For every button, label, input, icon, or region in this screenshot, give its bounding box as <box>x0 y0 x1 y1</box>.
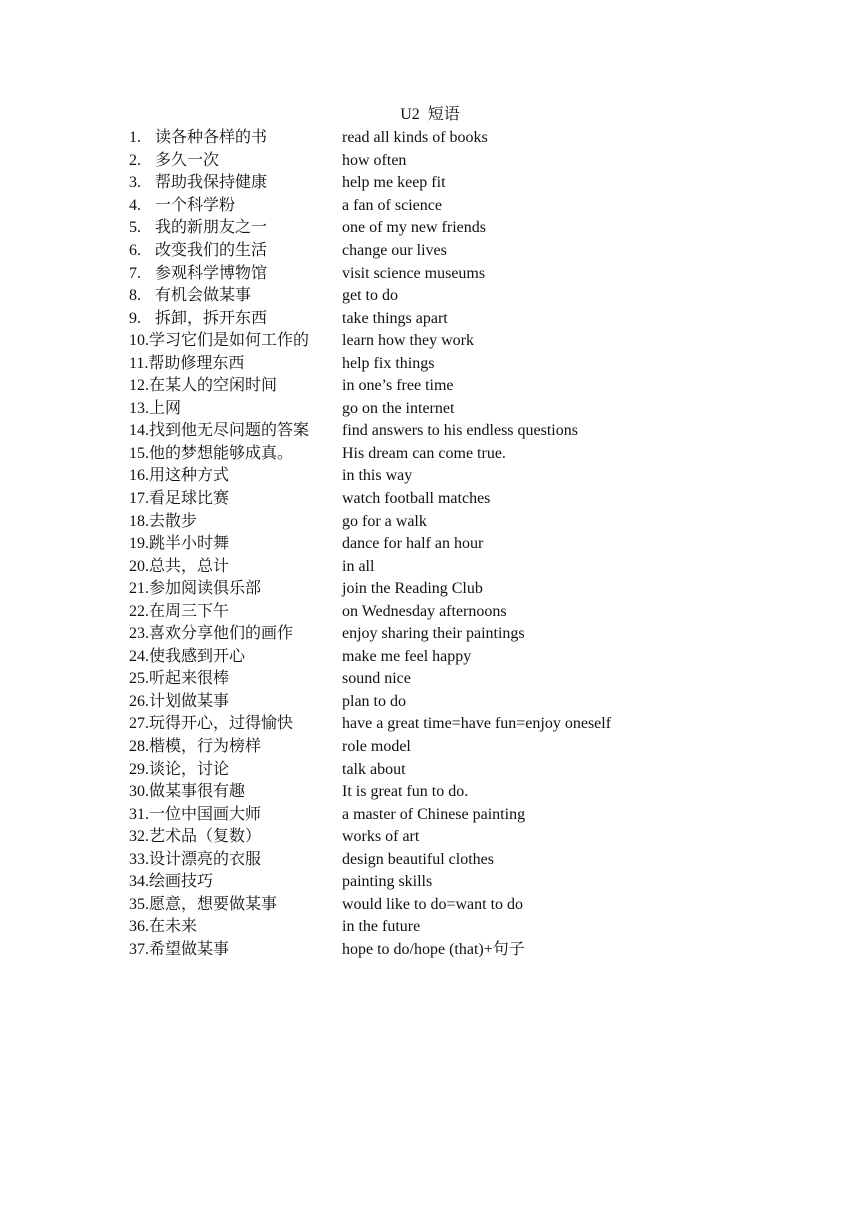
chinese-text: 在周三下午 <box>149 602 230 620</box>
chinese-phrase <box>129 489 342 509</box>
english-phrase: role model <box>342 738 411 756</box>
chinese-phrase <box>129 602 342 622</box>
chinese-text: 学习它们是如何工作的 <box>149 332 310 350</box>
chinese-text: 参观科学博物馆 <box>155 264 268 282</box>
item-number: 14. <box>129 422 149 440</box>
item-number: 23. <box>129 625 149 643</box>
item-number: 31. <box>129 805 149 823</box>
list-item <box>129 398 749 421</box>
english-phrase: change our lives <box>342 242 447 259</box>
list-item <box>129 939 749 962</box>
english-phrase: how often <box>342 151 407 169</box>
chinese-phrase <box>129 940 342 960</box>
chinese-phrase <box>129 624 342 644</box>
chinese-text: 读各种各样的书 <box>155 129 268 147</box>
english-phrase: make me feel happy <box>342 647 472 665</box>
chinese-text: 帮助修理东西 <box>148 354 245 372</box>
list-item <box>129 172 749 195</box>
chinese-phrase <box>129 151 342 171</box>
english-phrase: design beautiful clothes <box>342 850 494 868</box>
list-item <box>129 578 749 601</box>
chinese-phrase <box>129 850 342 870</box>
english-phrase: read all kinds of books <box>342 129 488 147</box>
chinese-text: 一位中国画大师 <box>149 805 262 823</box>
item-number: 26. <box>129 692 149 710</box>
item-number: 37. <box>129 940 149 958</box>
english-phrase: enjoy sharing their paintings <box>342 625 525 643</box>
list-item <box>129 352 749 375</box>
english-phrase: watch football matches <box>342 490 491 508</box>
english-phrase: one of my new friends <box>342 219 486 237</box>
chinese-phrase <box>129 331 342 351</box>
english-phrase: help fix things <box>342 354 435 372</box>
item-number: 35. <box>129 895 149 913</box>
list-item <box>129 375 749 398</box>
chinese-phrase <box>129 714 342 734</box>
chinese-text: 他的梦想能够成真。 <box>149 444 294 462</box>
english-phrase: visit science museums <box>342 264 486 282</box>
list-item <box>129 510 749 533</box>
list-item <box>129 916 749 939</box>
list-item <box>129 465 749 488</box>
english-phrase: join the Reading Club <box>342 580 483 598</box>
english-phrase: go for a walk <box>342 512 427 530</box>
chinese-phrase <box>129 173 342 193</box>
english-phrase: go on the internet <box>342 399 455 417</box>
page-title: U2 短语 <box>400 106 460 123</box>
list-item <box>129 330 749 353</box>
chinese-text: 使我感到开心 <box>149 647 246 665</box>
item-number: 18. <box>129 512 149 530</box>
item-number: 7. <box>129 264 141 282</box>
english-phrase: on Wednesday afternoons <box>342 602 507 620</box>
chinese-text: 计划做某事 <box>149 692 230 710</box>
english-phrase: hope to do/hope (that)+句子 <box>342 940 525 958</box>
chinese-text: 喜欢分享他们的画作 <box>149 625 294 643</box>
item-number: 3. <box>129 174 141 192</box>
list-item <box>129 307 749 330</box>
list-item <box>129 849 749 872</box>
list-item <box>129 262 749 285</box>
item-number: 32. <box>129 828 149 846</box>
chinese-text: 希望做某事 <box>149 940 230 958</box>
chinese-text: 改变我们的生活 <box>155 242 268 259</box>
list-item <box>129 668 749 691</box>
chinese-phrase <box>129 444 342 464</box>
chinese-text: 听起来很棒 <box>149 670 230 688</box>
chinese-text: 在未来 <box>149 918 198 936</box>
item-number: 16. <box>129 467 149 485</box>
english-phrase: in one’s free time <box>342 377 454 395</box>
english-phrase: help me keep fit <box>342 174 446 192</box>
chinese-phrase <box>129 692 342 712</box>
english-phrase: take things apart <box>342 309 448 327</box>
list-item <box>129 488 749 511</box>
chinese-text: 参加阅读俱乐部 <box>149 580 262 598</box>
chinese-text: 一个科学粉 <box>155 196 236 214</box>
chinese-phrase <box>129 354 342 374</box>
chinese-text: 总共，总计 <box>149 557 230 575</box>
phrase-list <box>129 127 749 961</box>
english-phrase: learn how they work <box>342 332 474 350</box>
english-phrase: sound nice <box>342 670 411 688</box>
chinese-text: 绘画技巧 <box>149 873 214 891</box>
item-number: 1. <box>129 129 141 147</box>
list-item <box>129 195 749 218</box>
chinese-text: 用这种方式 <box>149 467 230 485</box>
chinese-text: 多久一次 <box>155 151 220 169</box>
chinese-phrase <box>129 264 342 284</box>
item-number: 15. <box>129 444 149 462</box>
item-number: 4. <box>129 196 141 214</box>
list-item <box>129 127 749 150</box>
english-phrase: in all <box>342 557 375 575</box>
english-phrase: find answers to his endless questions <box>342 422 578 440</box>
chinese-text: 玩得开心，过得愉快 <box>149 715 294 733</box>
chinese-phrase <box>129 827 342 847</box>
chinese-text: 楷模，行为榜样 <box>149 738 262 756</box>
english-phrase: in this way <box>342 467 413 485</box>
item-number: 28. <box>129 738 149 756</box>
chinese-phrase <box>129 782 342 802</box>
item-number: 2. <box>129 151 141 169</box>
chinese-phrase <box>129 399 342 419</box>
list-item <box>129 758 749 781</box>
list-item <box>129 646 749 669</box>
chinese-text: 谈论，讨论 <box>149 760 230 778</box>
list-item <box>129 217 749 240</box>
chinese-phrase <box>129 196 342 216</box>
chinese-phrase <box>129 286 342 306</box>
list-item <box>129 803 749 826</box>
list-item <box>129 533 749 556</box>
list-item <box>129 285 749 308</box>
item-number: 17. <box>129 490 149 508</box>
chinese-phrase <box>129 466 342 486</box>
item-number: 5. <box>129 219 141 237</box>
chinese-phrase <box>129 737 342 757</box>
item-number: 22. <box>129 602 149 620</box>
chinese-phrase <box>129 557 342 577</box>
item-number: 29. <box>129 760 149 778</box>
chinese-phrase <box>129 309 342 329</box>
chinese-text: 有机会做某事 <box>155 287 252 305</box>
english-phrase: in the future <box>342 918 421 936</box>
item-number: 33. <box>129 850 149 868</box>
chinese-phrase <box>129 512 342 532</box>
item-number: 6. <box>129 242 141 259</box>
chinese-text: 拆卸，拆开东西 <box>155 309 268 327</box>
chinese-text: 设计漂亮的衣服 <box>149 850 262 868</box>
english-phrase: talk about <box>342 760 406 778</box>
english-phrase: works of art <box>342 828 420 846</box>
item-number: 13. <box>129 399 149 417</box>
list-item <box>129 420 749 443</box>
english-phrase: His dream can come true. <box>342 444 506 462</box>
list-item <box>129 555 749 578</box>
list-item <box>129 600 749 623</box>
item-number: 11. <box>129 354 149 372</box>
chinese-phrase <box>129 895 342 915</box>
item-number: 9. <box>129 309 141 327</box>
list-item <box>129 443 749 466</box>
item-number: 34. <box>129 873 149 891</box>
list-item <box>129 713 749 736</box>
list-item <box>129 691 749 714</box>
english-phrase: dance for half an hour <box>342 535 484 553</box>
list-item <box>129 736 749 759</box>
chinese-text: 在某人的空闲时间 <box>149 377 278 395</box>
chinese-phrase <box>129 647 342 667</box>
chinese-text: 看足球比赛 <box>149 490 230 508</box>
item-number: 30. <box>129 783 149 801</box>
chinese-text: 找到他无尽问题的答案 <box>149 422 310 440</box>
english-phrase: a fan of science <box>342 196 442 214</box>
item-number: 19. <box>129 535 149 553</box>
chinese-phrase <box>129 872 342 892</box>
english-phrase: would like to do=want to do <box>342 895 524 913</box>
english-phrase: painting skills <box>342 873 433 891</box>
chinese-phrase <box>129 805 342 825</box>
item-number: 12. <box>129 377 149 395</box>
chinese-phrase <box>129 218 342 238</box>
item-number: 21. <box>129 580 149 598</box>
item-number: 8. <box>129 287 141 305</box>
chinese-text: 上网 <box>149 399 182 417</box>
item-number: 25. <box>129 670 149 688</box>
english-phrase: plan to do <box>342 692 406 710</box>
chinese-phrase <box>129 241 342 261</box>
chinese-phrase <box>129 917 342 937</box>
chinese-phrase <box>129 421 342 441</box>
chinese-text: 去散步 <box>149 512 198 530</box>
item-number: 27. <box>129 715 149 733</box>
chinese-text: 我的新朋友之一 <box>155 219 268 237</box>
chinese-text: 做某事很有趣 <box>149 783 246 801</box>
list-item <box>129 894 749 917</box>
list-item <box>129 623 749 646</box>
chinese-phrase <box>129 376 342 396</box>
english-phrase: get to do <box>342 287 398 305</box>
list-item <box>129 826 749 849</box>
list-item <box>129 871 749 894</box>
chinese-phrase <box>129 579 342 599</box>
english-phrase: a master of Chinese painting <box>342 805 526 823</box>
item-number: 10. <box>129 332 149 350</box>
chinese-phrase <box>129 534 342 554</box>
chinese-text: 帮助我保持健康 <box>155 174 268 192</box>
chinese-text: 跳半小时舞 <box>149 535 230 553</box>
chinese-text: 愿意，想要做某事 <box>149 895 278 913</box>
list-item <box>129 150 749 173</box>
chinese-phrase <box>129 669 342 689</box>
chinese-phrase <box>129 760 342 780</box>
chinese-text: 艺术品（复数） <box>149 828 262 846</box>
item-number: 20. <box>129 557 149 575</box>
english-phrase: It is great fun to do. <box>342 783 469 801</box>
chinese-phrase <box>129 128 342 148</box>
english-phrase: have a great time=have fun=enjoy oneself <box>342 715 612 733</box>
list-item <box>129 781 749 804</box>
item-number: 24. <box>129 647 149 665</box>
list-item <box>129 240 749 263</box>
item-number: 36. <box>129 918 149 936</box>
